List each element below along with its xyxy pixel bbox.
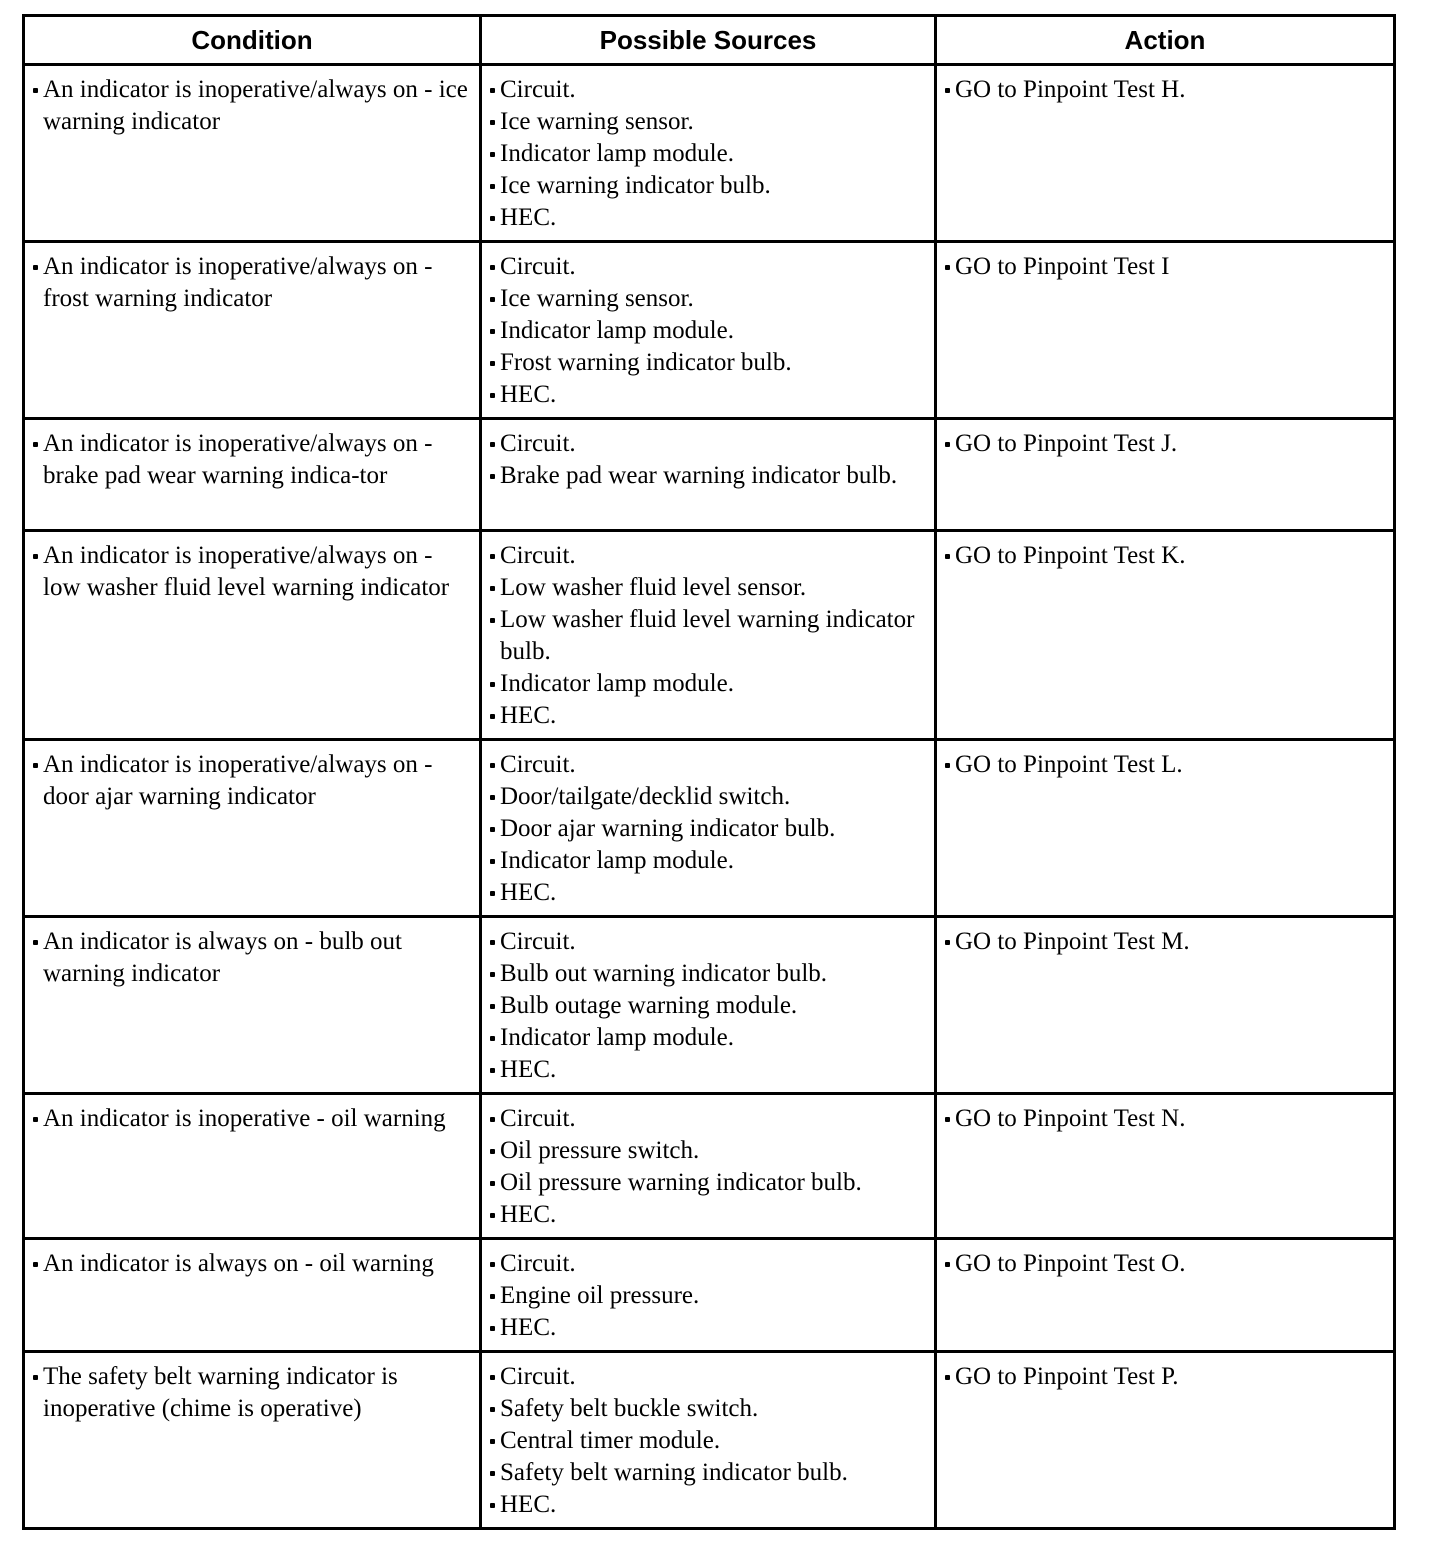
source-item: HEC. [488,700,926,732]
condition-text: The safety belt warning indicator is inoperative (chime is operative) [31,1361,471,1425]
source-item: Circuit. [488,1103,926,1135]
condition-text: An indicator is always on - bulb out warning indicator [31,926,471,990]
action-cell [936,740,1395,917]
condition-cell [24,242,481,419]
condition-cell [24,740,481,917]
action-text: GO to Pinpoint Test P. [943,1361,1385,1393]
table-row [24,1352,1395,1529]
condition-text: An indicator is always on - oil warning [31,1248,471,1280]
table-row [24,740,1395,917]
action-text: GO to Pinpoint Test O. [943,1248,1385,1280]
table-row [24,1094,1395,1239]
possible-sources-cell [481,1094,936,1239]
action-text: GO to Pinpoint Test K. [943,540,1385,572]
possible-sources-cell [481,419,936,531]
source-item: Ice warning sensor. [488,283,926,315]
action-text: GO to Pinpoint Test J. [943,428,1385,460]
action-cell [936,917,1395,1094]
source-item: Indicator lamp module. [488,1022,926,1054]
condition-cell [24,419,481,531]
source-item: Safety belt warning indicator bulb. [488,1457,926,1489]
source-item: Ice warning sensor. [488,106,926,138]
condition-cell [24,1352,481,1529]
possible-sources-cell [481,65,936,242]
source-item: Circuit. [488,251,926,283]
header-row [24,16,1395,65]
action-text: GO to Pinpoint Test I [943,251,1385,283]
action-text: GO to Pinpoint Test L. [943,749,1385,781]
condition-cell [24,1239,481,1352]
source-item: Circuit. [488,74,926,106]
source-item: HEC. [488,379,926,411]
source-item: Central timer module. [488,1425,926,1457]
source-item: Engine oil pressure. [488,1280,926,1312]
source-item: Low washer fluid level warning indicator bulb. [488,604,926,668]
action-cell [936,1239,1395,1352]
table-row [24,531,1395,740]
header-possible-sources: Possible Sources [481,16,936,65]
condition-cell [24,1094,481,1239]
possible-sources-cell [481,242,936,419]
source-item: Safety belt buckle switch. [488,1393,926,1425]
source-item: HEC. [488,1199,926,1231]
condition-text: An indicator is inoperative/always on - frost warning indicator [31,251,471,315]
possible-sources-cell [481,1352,936,1529]
source-item: Bulb out warning indicator bulb. [488,958,926,990]
action-cell [936,419,1395,531]
source-item: HEC. [488,202,926,234]
action-text: GO to Pinpoint Test M. [943,926,1385,958]
source-item: HEC. [488,1489,926,1521]
possible-sources-cell [481,531,936,740]
condition-text: An indicator is inoperative/always on - ice warning indicator [31,74,471,138]
action-cell [936,1352,1395,1529]
possible-sources-cell [481,1239,936,1352]
table-body [24,65,1395,1529]
possible-sources-cell [481,740,936,917]
table-row [24,419,1395,531]
source-item: Indicator lamp module. [488,138,926,170]
source-item: Low washer fluid level sensor. [488,572,926,604]
source-item: Bulb outage warning module. [488,990,926,1022]
source-item: Indicator lamp module. [488,315,926,347]
source-item: Door/tailgate/decklid switch. [488,781,926,813]
source-item: Ice warning indicator bulb. [488,170,926,202]
action-text: GO to Pinpoint Test H. [943,74,1385,106]
source-item: Circuit. [488,926,926,958]
action-cell [936,531,1395,740]
header-condition: Condition [24,16,481,65]
source-item: Circuit. [488,749,926,781]
source-item: Oil pressure switch. [488,1135,926,1167]
source-item: Circuit. [488,1248,926,1280]
diagnosis-table [22,14,1396,1530]
action-cell [936,65,1395,242]
condition-text: An indicator is inoperative/always on - low washer fluid level warning indicator [31,540,471,604]
source-item: Frost warning indicator bulb. [488,347,926,379]
source-item: HEC. [488,1054,926,1086]
source-item: HEC. [488,877,926,909]
source-item: Brake pad wear warning indicator bulb. [488,460,926,492]
action-cell [936,1094,1395,1239]
possible-sources-cell [481,917,936,1094]
action-text: GO to Pinpoint Test N. [943,1103,1385,1135]
source-item: Circuit. [488,540,926,572]
header-action: Action [936,16,1395,65]
table-row [24,1239,1395,1352]
action-cell [936,242,1395,419]
table-row [24,917,1395,1094]
source-item: Indicator lamp module. [488,668,926,700]
source-item: Indicator lamp module. [488,845,926,877]
source-item: Circuit. [488,1361,926,1393]
source-item: Circuit. [488,428,926,460]
table-row [24,65,1395,242]
source-item: HEC. [488,1312,926,1344]
condition-cell [24,917,481,1094]
condition-cell [24,531,481,740]
condition-text: An indicator is inoperative/always on - door ajar warning indicator [31,749,471,813]
source-item: Door ajar warning indicator bulb. [488,813,926,845]
condition-text: An indicator is inoperative/always on - brake pad wear warning indica-tor [31,428,471,492]
condition-text: An indicator is inoperative - oil warning [31,1103,471,1135]
condition-cell [24,65,481,242]
table-row [24,242,1395,419]
source-item: Oil pressure warning indicator bulb. [488,1167,926,1199]
